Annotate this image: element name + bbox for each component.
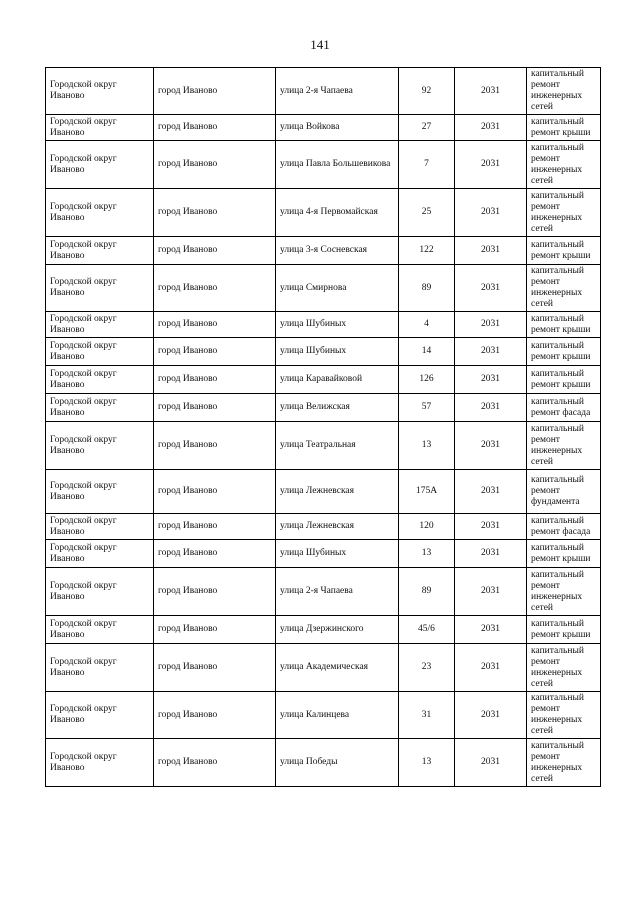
house-number-cell: 92 (399, 68, 455, 115)
municipality-cell: Городской округ Иваново (46, 394, 154, 422)
municipality-cell: Городской округ Иваново (46, 366, 154, 394)
settlement-cell: город Иваново (154, 394, 276, 422)
settlement-cell: город Иваново (154, 237, 276, 265)
street-cell: улица Лежневская (276, 514, 399, 540)
street-cell: улица Каравайковой (276, 366, 399, 394)
work-type-cell: капитальный ремонт инженерных сетей (527, 692, 601, 739)
year-cell: 2031 (455, 422, 527, 470)
year-cell: 2031 (455, 366, 527, 394)
year-cell: 2031 (455, 514, 527, 540)
table-row (46, 141, 601, 189)
street-cell: улица Войкова (276, 115, 399, 141)
table-row (46, 644, 601, 692)
street-cell: улица Дзержинского (276, 616, 399, 644)
table-row (46, 312, 601, 338)
street-cell: улица Победы (276, 739, 399, 787)
municipality-cell: Городской округ Иваново (46, 470, 154, 514)
year-cell: 2031 (455, 115, 527, 141)
table-row (46, 265, 601, 312)
table-row (46, 237, 601, 265)
municipality-cell: Городской округ Иваново (46, 141, 154, 189)
year-cell: 2031 (455, 265, 527, 312)
settlement-cell: город Иваново (154, 265, 276, 312)
work-type-cell: капитальный ремонт инженерных сетей (527, 141, 601, 189)
work-type-cell: капитальный ремонт крыши (527, 616, 601, 644)
year-cell: 2031 (455, 692, 527, 739)
settlement-cell: город Иваново (154, 338, 276, 366)
year-cell: 2031 (455, 739, 527, 787)
table-body (46, 68, 601, 787)
municipality-cell: Городской округ Иваново (46, 189, 154, 237)
work-type-cell: капитальный ремонт крыши (527, 540, 601, 568)
work-type-cell: капитальный ремонт крыши (527, 237, 601, 265)
street-cell: улица 3-я Сосневская (276, 237, 399, 265)
house-number-cell: 23 (399, 644, 455, 692)
year-cell: 2031 (455, 237, 527, 265)
house-number-cell: 122 (399, 237, 455, 265)
house-number-cell: 175А (399, 470, 455, 514)
settlement-cell: город Иваново (154, 540, 276, 568)
settlement-cell: город Иваново (154, 422, 276, 470)
table-row (46, 568, 601, 616)
municipality-cell: Городской округ Иваново (46, 68, 154, 115)
house-number-cell: 57 (399, 394, 455, 422)
work-type-cell: капитальный ремонт крыши (527, 338, 601, 366)
settlement-cell: город Иваново (154, 739, 276, 787)
year-cell: 2031 (455, 540, 527, 568)
table-row (46, 338, 601, 366)
settlement-cell: город Иваново (154, 115, 276, 141)
table-row (46, 366, 601, 394)
street-cell: улица Калинцева (276, 692, 399, 739)
street-cell: улица Велижская (276, 394, 399, 422)
work-type-cell: капитальный ремонт инженерных сетей (527, 568, 601, 616)
house-number-cell: 89 (399, 265, 455, 312)
year-cell: 2031 (455, 616, 527, 644)
settlement-cell: город Иваново (154, 514, 276, 540)
municipality-cell: Городской округ Иваново (46, 312, 154, 338)
table-row (46, 540, 601, 568)
work-type-cell: капитальный ремонт инженерных сетей (527, 265, 601, 312)
municipality-cell: Городской округ Иваново (46, 514, 154, 540)
year-cell: 2031 (455, 312, 527, 338)
work-type-cell: капитальный ремонт крыши (527, 312, 601, 338)
year-cell: 2031 (455, 644, 527, 692)
house-number-cell: 31 (399, 692, 455, 739)
house-number-cell: 7 (399, 141, 455, 189)
street-cell: улица Павла Большевикова (276, 141, 399, 189)
table-row (46, 115, 601, 141)
year-cell: 2031 (455, 189, 527, 237)
work-type-cell: капитальный ремонт инженерных сетей (527, 189, 601, 237)
street-cell: улица Шубиных (276, 338, 399, 366)
page-number: 141 (310, 37, 330, 52)
work-type-cell: капитальный ремонт фундамента (527, 470, 601, 514)
municipality-cell: Городской округ Иваново (46, 115, 154, 141)
house-number-cell: 13 (399, 739, 455, 787)
work-type-cell: капитальный ремонт фасада (527, 394, 601, 422)
repair-schedule-table (45, 67, 601, 787)
table-row (46, 739, 601, 787)
street-cell: улица Шубиных (276, 312, 399, 338)
work-type-cell: капитальный ремонт крыши (527, 115, 601, 141)
settlement-cell: город Иваново (154, 312, 276, 338)
settlement-cell: город Иваново (154, 189, 276, 237)
street-cell: улица 2-я Чапаева (276, 568, 399, 616)
house-number-cell: 13 (399, 422, 455, 470)
settlement-cell: город Иваново (154, 141, 276, 189)
year-cell: 2031 (455, 338, 527, 366)
street-cell: улица Шубиных (276, 540, 399, 568)
street-cell: улица Лежневская (276, 470, 399, 514)
work-type-cell: капитальный ремонт инженерных сетей (527, 422, 601, 470)
house-number-cell: 45/6 (399, 616, 455, 644)
street-cell: улица 2-я Чапаева (276, 68, 399, 115)
work-type-cell: капитальный ремонт инженерных сетей (527, 739, 601, 787)
house-number-cell: 13 (399, 540, 455, 568)
street-cell: улица 4-я Первомайская (276, 189, 399, 237)
house-number-cell: 89 (399, 568, 455, 616)
house-number-cell: 120 (399, 514, 455, 540)
house-number-cell: 126 (399, 366, 455, 394)
settlement-cell: город Иваново (154, 470, 276, 514)
year-cell: 2031 (455, 568, 527, 616)
work-type-cell: капитальный ремонт фасада (527, 514, 601, 540)
table-row (46, 514, 601, 540)
settlement-cell: город Иваново (154, 616, 276, 644)
table-row (46, 68, 601, 115)
table-row (46, 422, 601, 470)
year-cell: 2031 (455, 470, 527, 514)
settlement-cell: город Иваново (154, 644, 276, 692)
work-type-cell: капитальный ремонт крыши (527, 366, 601, 394)
table-row (46, 189, 601, 237)
municipality-cell: Городской округ Иваново (46, 616, 154, 644)
house-number-cell: 27 (399, 115, 455, 141)
street-cell: улица Театральная (276, 422, 399, 470)
work-type-cell: капитальный ремонт инженерных сетей (527, 68, 601, 115)
table-row (46, 692, 601, 739)
street-cell: улица Академическая (276, 644, 399, 692)
municipality-cell: Городской округ Иваново (46, 739, 154, 787)
work-type-cell: капитальный ремонт инженерных сетей (527, 644, 601, 692)
municipality-cell: Городской округ Иваново (46, 644, 154, 692)
table-row (46, 394, 601, 422)
municipality-cell: Городской округ Иваново (46, 692, 154, 739)
settlement-cell: город Иваново (154, 692, 276, 739)
year-cell: 2031 (455, 68, 527, 115)
house-number-cell: 4 (399, 312, 455, 338)
year-cell: 2031 (455, 394, 527, 422)
settlement-cell: город Иваново (154, 366, 276, 394)
house-number-cell: 14 (399, 338, 455, 366)
municipality-cell: Городской округ Иваново (46, 540, 154, 568)
year-cell: 2031 (455, 141, 527, 189)
municipality-cell: Городской округ Иваново (46, 422, 154, 470)
street-cell: улица Смирнова (276, 265, 399, 312)
settlement-cell: город Иваново (154, 568, 276, 616)
table-row (46, 616, 601, 644)
municipality-cell: Городской округ Иваново (46, 568, 154, 616)
municipality-cell: Городской округ Иваново (46, 338, 154, 366)
settlement-cell: город Иваново (154, 68, 276, 115)
municipality-cell: Городской округ Иваново (46, 265, 154, 312)
house-number-cell: 25 (399, 189, 455, 237)
municipality-cell: Городской округ Иваново (46, 237, 154, 265)
table-row (46, 470, 601, 514)
